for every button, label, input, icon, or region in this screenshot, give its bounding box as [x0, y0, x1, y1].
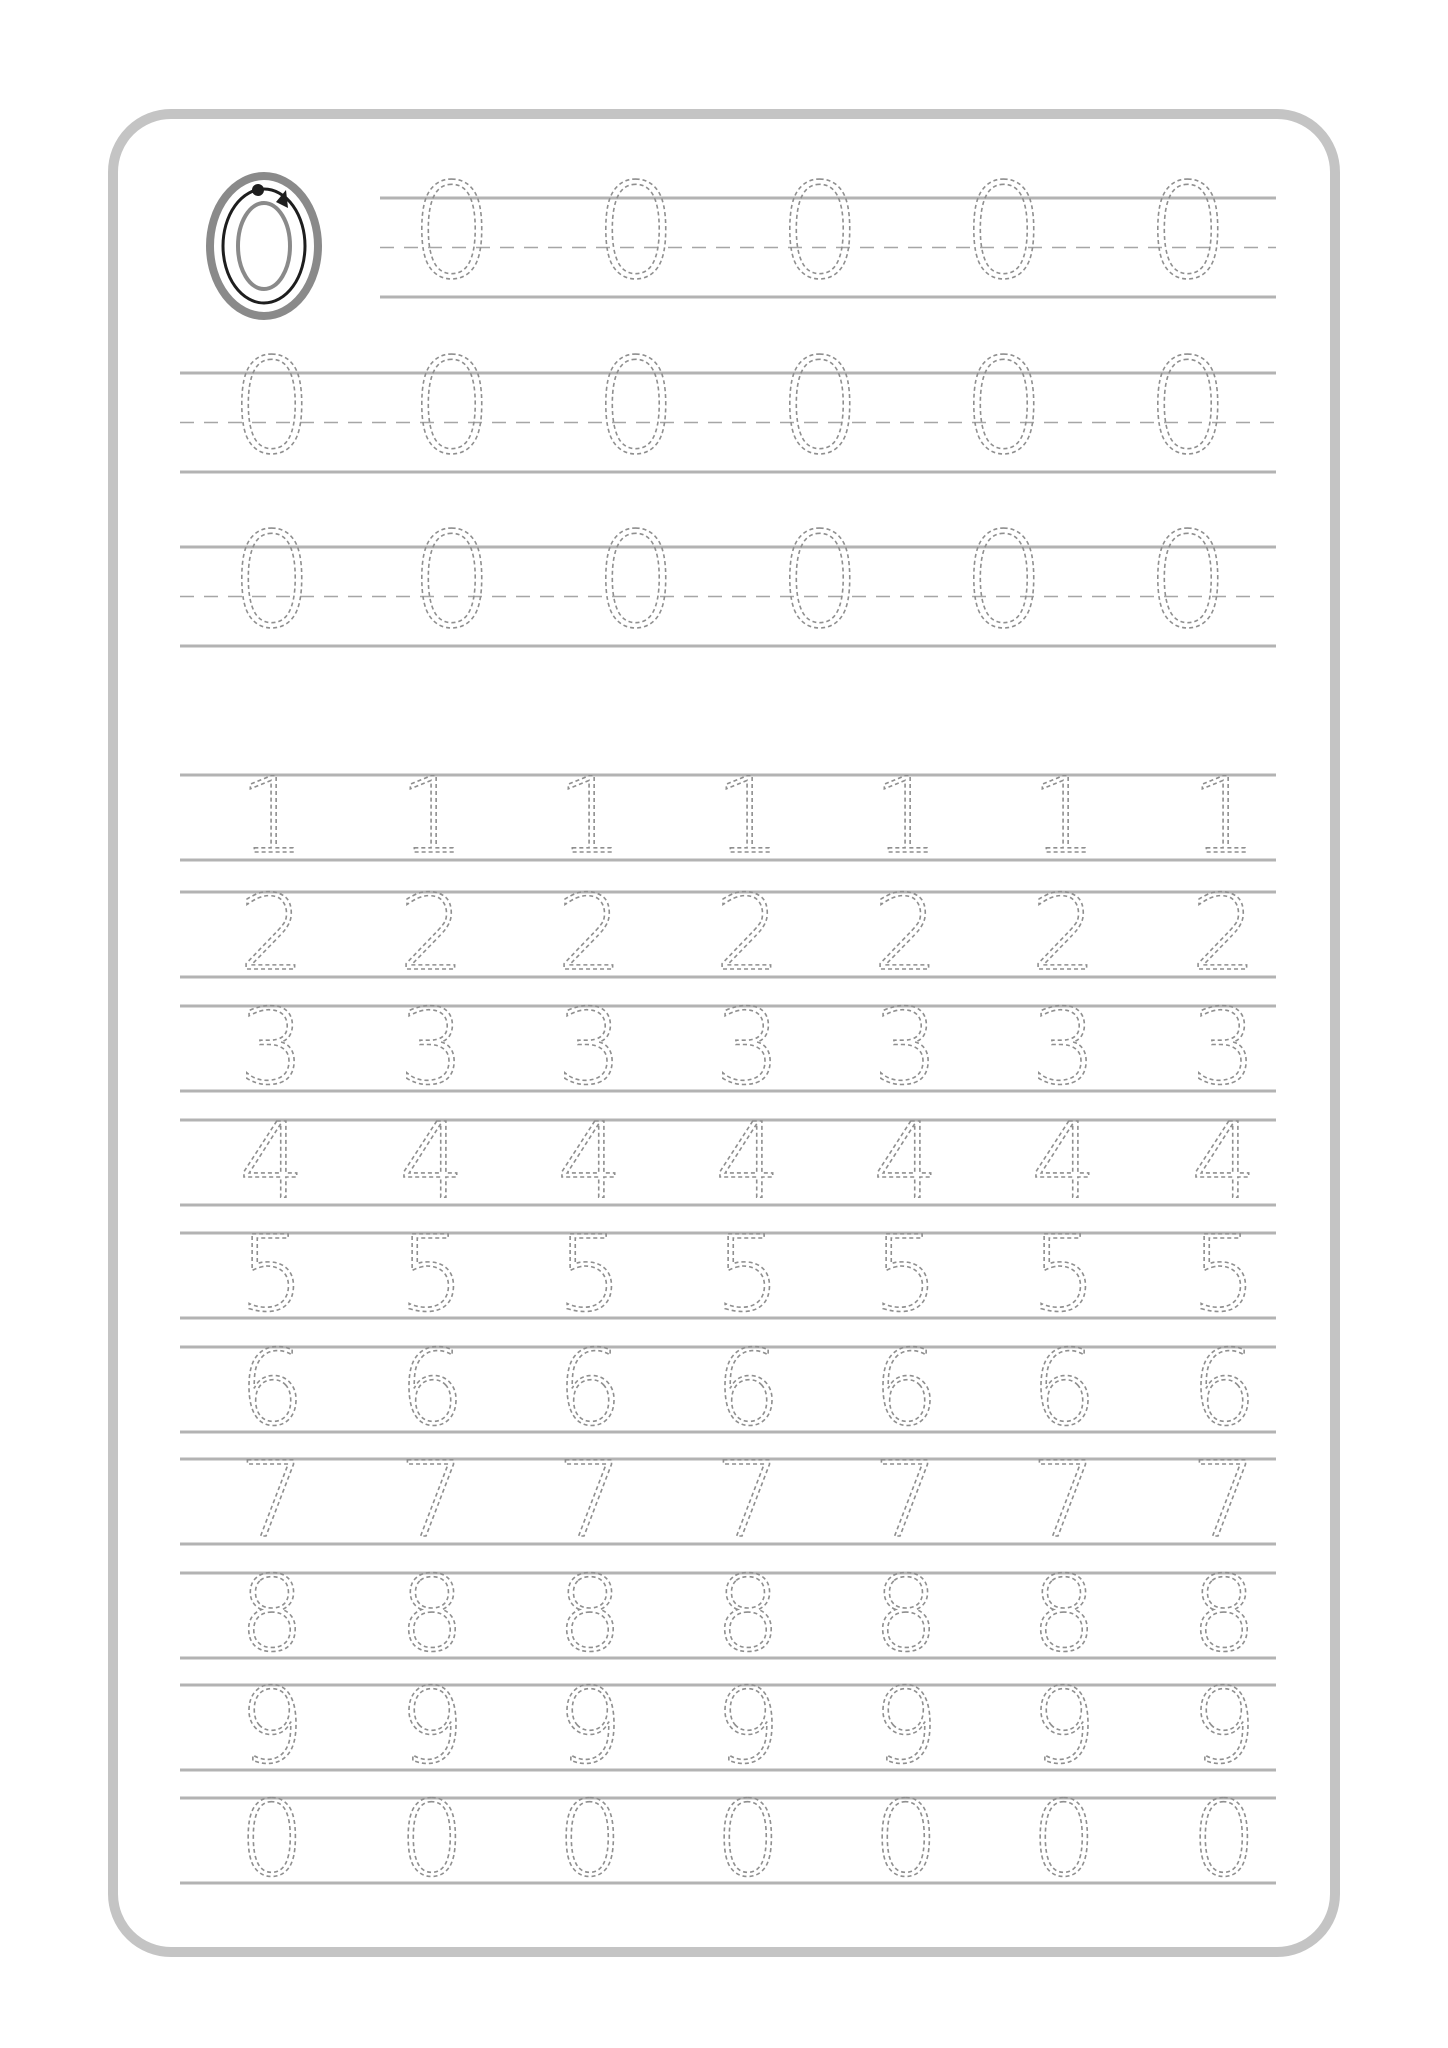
- trace-digit: 1: [1190, 755, 1258, 877]
- trace-digit: 6: [238, 1327, 306, 1449]
- trace-digit: 8: [398, 1553, 466, 1675]
- trace-digit: 5: [1030, 1213, 1098, 1335]
- trace-digit: 0: [1030, 1778, 1098, 1900]
- trace-digit: 3: [238, 986, 306, 1108]
- trace-digit: 0: [556, 1778, 624, 1900]
- trace-digit: 7: [714, 1439, 782, 1561]
- trace-digit: 1: [238, 755, 306, 877]
- trace-digit: 0: [1146, 504, 1230, 658]
- trace-digit: 2: [714, 872, 782, 994]
- trace-digit: 8: [238, 1553, 306, 1675]
- trace-digit: 0: [594, 330, 678, 484]
- trace-digit: 5: [714, 1213, 782, 1335]
- trace-digit: 4: [238, 1100, 306, 1222]
- trace-digit: 0: [410, 330, 494, 484]
- trace-digit: 4: [872, 1100, 940, 1222]
- trace-digit: 8: [714, 1553, 782, 1675]
- trace-digit: 2: [872, 872, 940, 994]
- trace-digit: 7: [238, 1439, 306, 1561]
- trace-digit: 0: [398, 1778, 466, 1900]
- trace-digit: 1: [398, 755, 466, 877]
- trace-digit: 0: [230, 330, 314, 484]
- trace-digit: 7: [872, 1439, 940, 1561]
- trace-digit: 1: [714, 755, 782, 877]
- trace-digit: 0: [410, 504, 494, 658]
- trace-digit: 5: [1190, 1213, 1258, 1335]
- trace-digit: 1: [1030, 755, 1098, 877]
- trace-digit: 0: [778, 330, 862, 484]
- trace-digit: 0: [410, 155, 494, 309]
- trace-digit: 2: [1030, 872, 1098, 994]
- trace-digit: 9: [872, 1665, 940, 1787]
- trace-digit: 0: [1190, 1778, 1258, 1900]
- trace-digit: 0: [238, 1778, 306, 1900]
- trace-digit: 5: [238, 1213, 306, 1335]
- trace-digit: 6: [1190, 1327, 1258, 1449]
- trace-digit: 5: [398, 1213, 466, 1335]
- trace-digit: 3: [1190, 986, 1258, 1108]
- trace-digit: 7: [1030, 1439, 1098, 1561]
- trace-digit: 3: [398, 986, 466, 1108]
- trace-digit: 2: [556, 872, 624, 994]
- trace-digit: 0: [1146, 330, 1230, 484]
- trace-digit: 6: [1030, 1327, 1098, 1449]
- trace-digit: 4: [556, 1100, 624, 1222]
- trace-digit: 0: [230, 504, 314, 658]
- trace-digit: 2: [398, 872, 466, 994]
- trace-digit: 4: [1190, 1100, 1258, 1222]
- trace-digit: 6: [872, 1327, 940, 1449]
- trace-digit: 0: [962, 504, 1046, 658]
- trace-digit: 1: [556, 755, 624, 877]
- trace-digit: 7: [556, 1439, 624, 1561]
- trace-digit: 8: [872, 1553, 940, 1675]
- trace-digit: 3: [714, 986, 782, 1108]
- trace-digit: 6: [398, 1327, 466, 1449]
- trace-digit: 3: [872, 986, 940, 1108]
- trace-digit: 0: [714, 1778, 782, 1900]
- trace-digit: 9: [398, 1665, 466, 1787]
- trace-digit: 0: [778, 504, 862, 658]
- trace-digit: 7: [398, 1439, 466, 1561]
- trace-digit: 7: [1190, 1439, 1258, 1561]
- trace-digit: 6: [714, 1327, 782, 1449]
- trace-digit: 0: [594, 504, 678, 658]
- trace-digit: 8: [1190, 1553, 1258, 1675]
- trace-digit: 9: [238, 1665, 306, 1787]
- trace-digit: 0: [872, 1778, 940, 1900]
- trace-digit: 3: [1030, 986, 1098, 1108]
- start-dot-icon: [252, 184, 264, 196]
- trace-digit: 5: [556, 1213, 624, 1335]
- trace-digit: 0: [962, 155, 1046, 309]
- trace-digit: 1: [872, 755, 940, 877]
- trace-digit: 0: [594, 155, 678, 309]
- trace-digit: 4: [1030, 1100, 1098, 1222]
- trace-digit: 4: [714, 1100, 782, 1222]
- trace-digit: 5: [872, 1213, 940, 1335]
- trace-digit: 8: [1030, 1553, 1098, 1675]
- trace-digit: 2: [1190, 872, 1258, 994]
- trace-digit: 6: [556, 1327, 624, 1449]
- trace-digit: 0: [1146, 155, 1230, 309]
- trace-digit: 0: [962, 330, 1046, 484]
- trace-digit: 9: [1030, 1665, 1098, 1787]
- trace-digit: 9: [714, 1665, 782, 1787]
- trace-digit: 0: [778, 155, 862, 309]
- trace-digit: 4: [398, 1100, 466, 1222]
- trace-digit: 8: [556, 1553, 624, 1675]
- trace-digit: 3: [556, 986, 624, 1108]
- trace-digit: 9: [556, 1665, 624, 1787]
- trace-digit: 2: [238, 872, 306, 994]
- trace-digit: 9: [1190, 1665, 1258, 1787]
